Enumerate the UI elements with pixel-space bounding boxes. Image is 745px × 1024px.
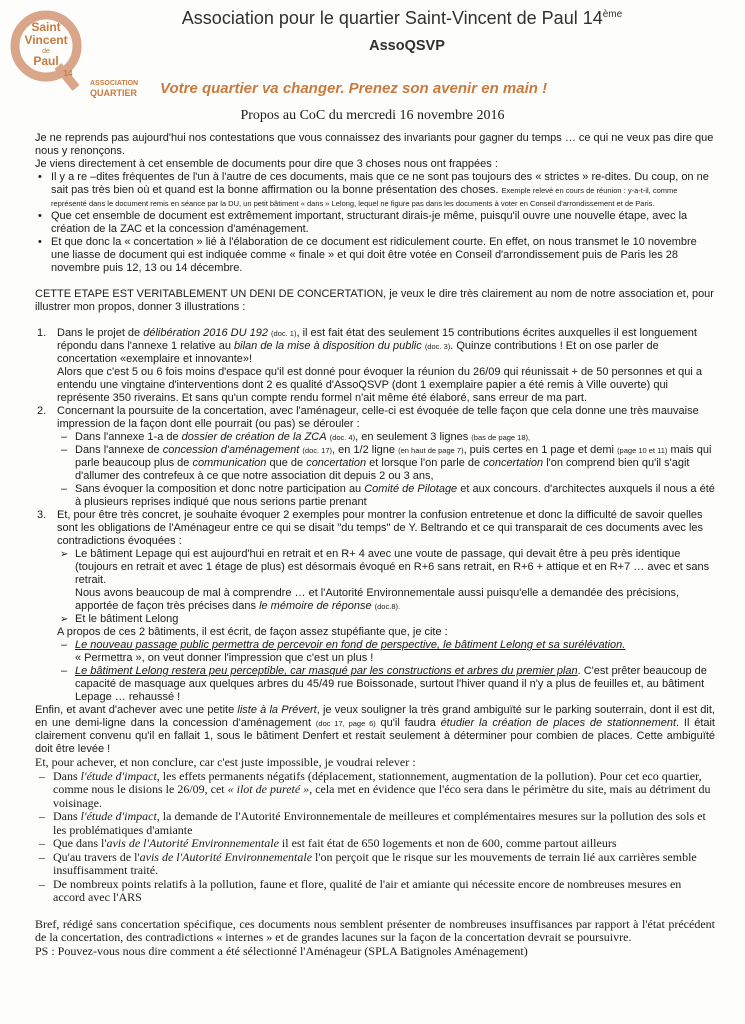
logo-line-1: Saint: [31, 20, 61, 34]
list-item: 2. Concernant la poursuite de la concertation, avec l'aménageur, celle-ci est évoquée de telle façon que cela donne une très mauvaise impression de la façon dont elle pourrait (ou pas) se dérouler : – Dans l'annexe 1-a de dossier de création de la ZCA (doc. 4), en seulement 3 lignes (bas de page 18), – Dans l'annexe de concession d'aménagement (doc. 17), en 1/2 ligne (en haut de page 7), puis certes en 1 page et demi (page 10 et 11) mais qui parle beaucoup plus de communication que de concertation et lorsque l'on parle de concertation l'on comprend bien qu'il s'agit d'allumer des contrefeux à ce que notre association dit depuis 2 ou 3 ans, – Sans évoquer la composition et donc notre participation au Comité de Pilotage et aux concours. d'architectes auxquels il nous a été à plusieurs reprises indiqué que nous serions partie prenant: [57, 405, 715, 509]
list-item: ➢ Le bâtiment Lepage qui est aujourd'hui en retrait et en R+ 4 avec une voute de passage, qui devait être à peu près identique (toujours en retrait et avec 1 étage de plus) est désormais évoqué en R+6 sans retrait, en R+6 + attique et en R+7 … avec et sans retrait. Nous avons beaucoup de mal à comprendre … et l'Autorité Environnementale aussi puisqu'elle a demandée des précisions, apportée de façon très précises dans le mémoire de réponse (doc.8).: [75, 548, 715, 613]
list-item: – Que dans l'avis de l'Autorité Environnementale il est fait état de 650 logements et non de 600, comme partout ailleurs: [53, 837, 715, 851]
dash-list: [57, 431, 715, 509]
dash-list: [35, 770, 715, 905]
intro-paragraph: Je viens directement à cet ensemble de documents pour dire que 3 choses nous ont frappées :: [35, 158, 498, 170]
logo-line-3: de: [42, 48, 50, 55]
deni-paragraph: CETTE ETAPE EST VERITABLEMENT UN DENI DE CONCERTATION, je veux le dire très clairement au nom de notre association et, pour illustrer mon propos, donner 3 illustrations :: [35, 288, 714, 313]
list-item: • Et que donc la « concertation » lié à l'élaboration de ce document est ridiculement courte. En effet, on nous transmet le 10 novembre une liasse de document qui est indiquée comme « finale » et qui doit être votée en Conseil d'arrondissement puis de Paris les 28 novembre puis 12, 13 ou 14 décembre.: [51, 236, 715, 275]
list-item: – Le bâtiment Lelong restera peu perceptible, car masqué par les constructions et arbres du premier plan. C'est prêter beaucoup de capacité de masquage aux quelques arbres du 45/49 rue Boissonade, surtout l'hiver quand il n'y a plus de feuilles et, au bâtiment Lepage … rehaussé !: [75, 665, 715, 704]
list-item: • Que cet ensemble de document est extrêmement important, structurant dirais-je même, puisqu'il ouvre une nouvelle étape, avec la création de la ZAC et la concession d'aménagement.: [51, 210, 715, 236]
bullet-list: [35, 171, 715, 275]
list-item: 1. Dans le projet de délibération 2016 DU 192 (doc. 1), il est fait état des seulement 15 contributions écrites auxquelles il est longuement répondu dans l'annexe 1 relative au bilan de la mise à disposition du public (doc. 3). Quinze contributions ! Et on ose parler de concertation «exemplaire et innovante»! Alors que c'est 5 ou 6 fois moins d'espace qu'il est donné pour évoquer la réunion du 26/09 qui réunissait + de 50 personnes et qui a entendu une vingtaine d'interventions dont 2 es qualité d'AssoQSVP (dont 1 exemplaire papier a été remis à Ville ouverte) qui représente 350 riverains. Et sans qu'un compte rendu formel n'ait même été élaboré, sans erreur de ma part.: [37, 327, 703, 404]
list-item: – Le nouveau passage public permettra de percevoir en fond de perspective, le bâtiment Lelong et sa surélévation. « Permettra », on veut donner l'impression que c'est un plus !: [75, 639, 715, 665]
list-item: – Dans l'annexe de concession d'aménagement (doc. 17), en 1/2 ligne (en haut de page 7), puis certes en 1 page et demi (page 10 et 11) mais qui parle beaucoup plus de communication que de concertation et lorsque l'on parle de concertation l'on comprend bien qu'il s'agit d'allumer des contrefeux à ce que notre association dit depuis 2 ou 3 ans,: [75, 444, 715, 483]
quote-intro: A propos de ces 2 bâtiments, il est écrit, de façon assez stupéfiante que, je cite :: [57, 626, 448, 638]
list-item: • Il y a re –dites fréquentes de l'un à l'autre de ces documents, mais que ce ne sont pas toujours des « strictes » re-dites. Du coup, on ne sait pas très bien où et quand est la bonne affirmation ou la bonne présentation des choses. Exemple relevé en cours de réunion : y-a-t-il, comme représenté dans le document remis en séance par la DU, un petit bâtiment « dans » Lelong, lequel ne figure pas dans les documents à voter en Conseil d'arrondissement et de Paris.: [51, 171, 715, 210]
document-body: [35, 132, 715, 958]
ps-paragraph: PS : Pouvez-vous nous dire comment a été sélectionné l'Aménageur (SPLA Batignoles Aménagement): [35, 943, 528, 958]
list-item: – Qu'au travers de l'avis de l'Autorité Environnementale l'on perçoit que le risque sur les mouvements de terrain lié aux carrières semble insuffisamment traité.: [53, 851, 715, 878]
tagline: Votre quartier va changer. Prenez son avenir en main !: [160, 80, 548, 97]
title-superscript: ème: [602, 9, 623, 20]
list-item: – Dans l'étude d'impact, les effets permanents négatifs (déplacement, stationnement, augmentation de la pollution). Pour cet eco quartier, comme nous le disions le 26/09, cet « ilot de pureté », cela met en évidence que l'éco sera dans le périmètre du site, mais au détriment du voisinage.: [53, 770, 715, 811]
numbered-list: [35, 327, 715, 704]
logo-line-5: 14: [63, 69, 73, 78]
list-item: – Sans évoquer la composition et donc notre participation au Comité de Pilotage et aux concours. d'architectes auxquels il nous a été à plusieurs reprises indiqué que nous serions partie prenant: [75, 483, 715, 509]
list-item: ➢ Et le bâtiment Lelong: [75, 613, 715, 626]
association-logo: [10, 8, 88, 100]
logo-q-icon: [10, 8, 88, 100]
arrow-list: [57, 548, 715, 626]
enfin-paragraph: Enfin, et avant d'achever avec une petite liste à la Prévert, je veux souligner la très grand ambiguïté sur le parking souterrain, dont il est dit, en une demi-ligne dans la concession d'aménagement (doc 17, page 6) qu'il faudra étudier la création de places de stationnement. Il était clairement convenu qu'il en fallait 1, sous le bâtiment Denfert et restait seulement à déterminer pour combien de places. Cette ambiguïté doit être levée !: [35, 704, 715, 755]
logo-line-2: Vincent: [24, 33, 68, 47]
logo-line-4: Paul: [33, 54, 59, 68]
final-list-block: [35, 756, 715, 958]
tagline-label: ASSOCIATION QUARTIER: [90, 80, 139, 98]
bref-paragraph: Bref, rédigé sans concertation spécifique, ces documents nous semblent présenter de nombreuses insuffisances par rapport à l'état précédent de la concertation, des contradictions « internes » et de grandes lacunes sur la façon de la concertation devrait se poursuivre.: [35, 916, 715, 944]
list-item: – Dans l'annexe 1-a de dossier de création de la ZCA (doc. 4), en seulement 3 lignes (bas de page 18),: [75, 431, 715, 444]
list-item: – Dans l'étude d'impact, la demande de l'Autorité Environnementale de meilleures et complémentaires mesures sur la pollution des sols et les problématiques d'amiante: [53, 810, 715, 837]
final-list-intro: Et, pour achever, et non conclure, car c'est juste impossible, je voudrai relever :: [35, 755, 416, 769]
page-title: Association pour le quartier Saint-Vincent de Paul 14ème: [181, 8, 623, 28]
dash-list: [57, 639, 715, 704]
small-note: Exemple relevé en cours de réunion : y-a-t-il, comme représenté dans le document remis en séance par la DU, un petit bâtiment « dans » Lelong, lequel ne figure pas dans les documents à voter en Conseil d'arrondissement et de Paris.: [51, 186, 678, 208]
document-subject: Propos au CoC du mercredi 16 novembre 2016: [240, 108, 505, 123]
intro-paragraph: Je ne reprends pas aujourd'hui nos contestations que vous connaissez des invariants pour gagner du temps … ce qui ne veux pas dire que nous y renonçons.: [35, 132, 714, 157]
page-subtitle: AssoQSVP: [369, 38, 445, 54]
list-item: 3. Et, pour être très concret, je souhaite évoquer 2 exemples pour montrer la confusion entretenue et donc la difficulté de savoir quelles sont les obligations de l'Aménageur entre ce qui se disait "du temps" de Y. Beltrando et ce qui transparait de ces documents avec les contradictions évoquées : ➢ Le bâtiment Lepage qui est aujourd'hui en retrait et en R+ 4 avec une voute de passage, qui devait être à peu près identique (toujours en retrait et avec 1 étage de plus) est désormais évoqué en R+6 sans retrait, en R+6 + attique et en R+7 … avec et sans retrait. Nous avons beaucoup de mal à comprendre … et l'Autorité Environnementale aussi puisqu'elle a demandée des précisions, apportée de façon très précises dans le mémoire de réponse (doc.8). ➢ Et le bâtiment Lelong A propos de ces 2 bâtiments, il est écrit, de façon assez stupéfiante que, je cite : – Le nouveau passage public permettra de percevoir en fond de perspective, le bâtiment Lelong et sa surélévation. « Permettra », on veut donner l'impression que c'est un plus ! – Le bâtiment Lelong restera peu perceptible, car masqué par les constructions et arbres du premier plan. C'est prêter beaucoup de capacité de masquage aux quelques arbres du 45/49 rue Boissonade, surtout l'hiver quand il n'y a plus de feuilles et, au bâtiment Lepage … rehaussé !: [57, 509, 715, 704]
list-item: – De nombreux points relatifs à la pollution, faune et flore, qualité de l'air et amiante qui nécessite encore de nombreuses mesures en accord avec l'ARS: [53, 878, 715, 905]
